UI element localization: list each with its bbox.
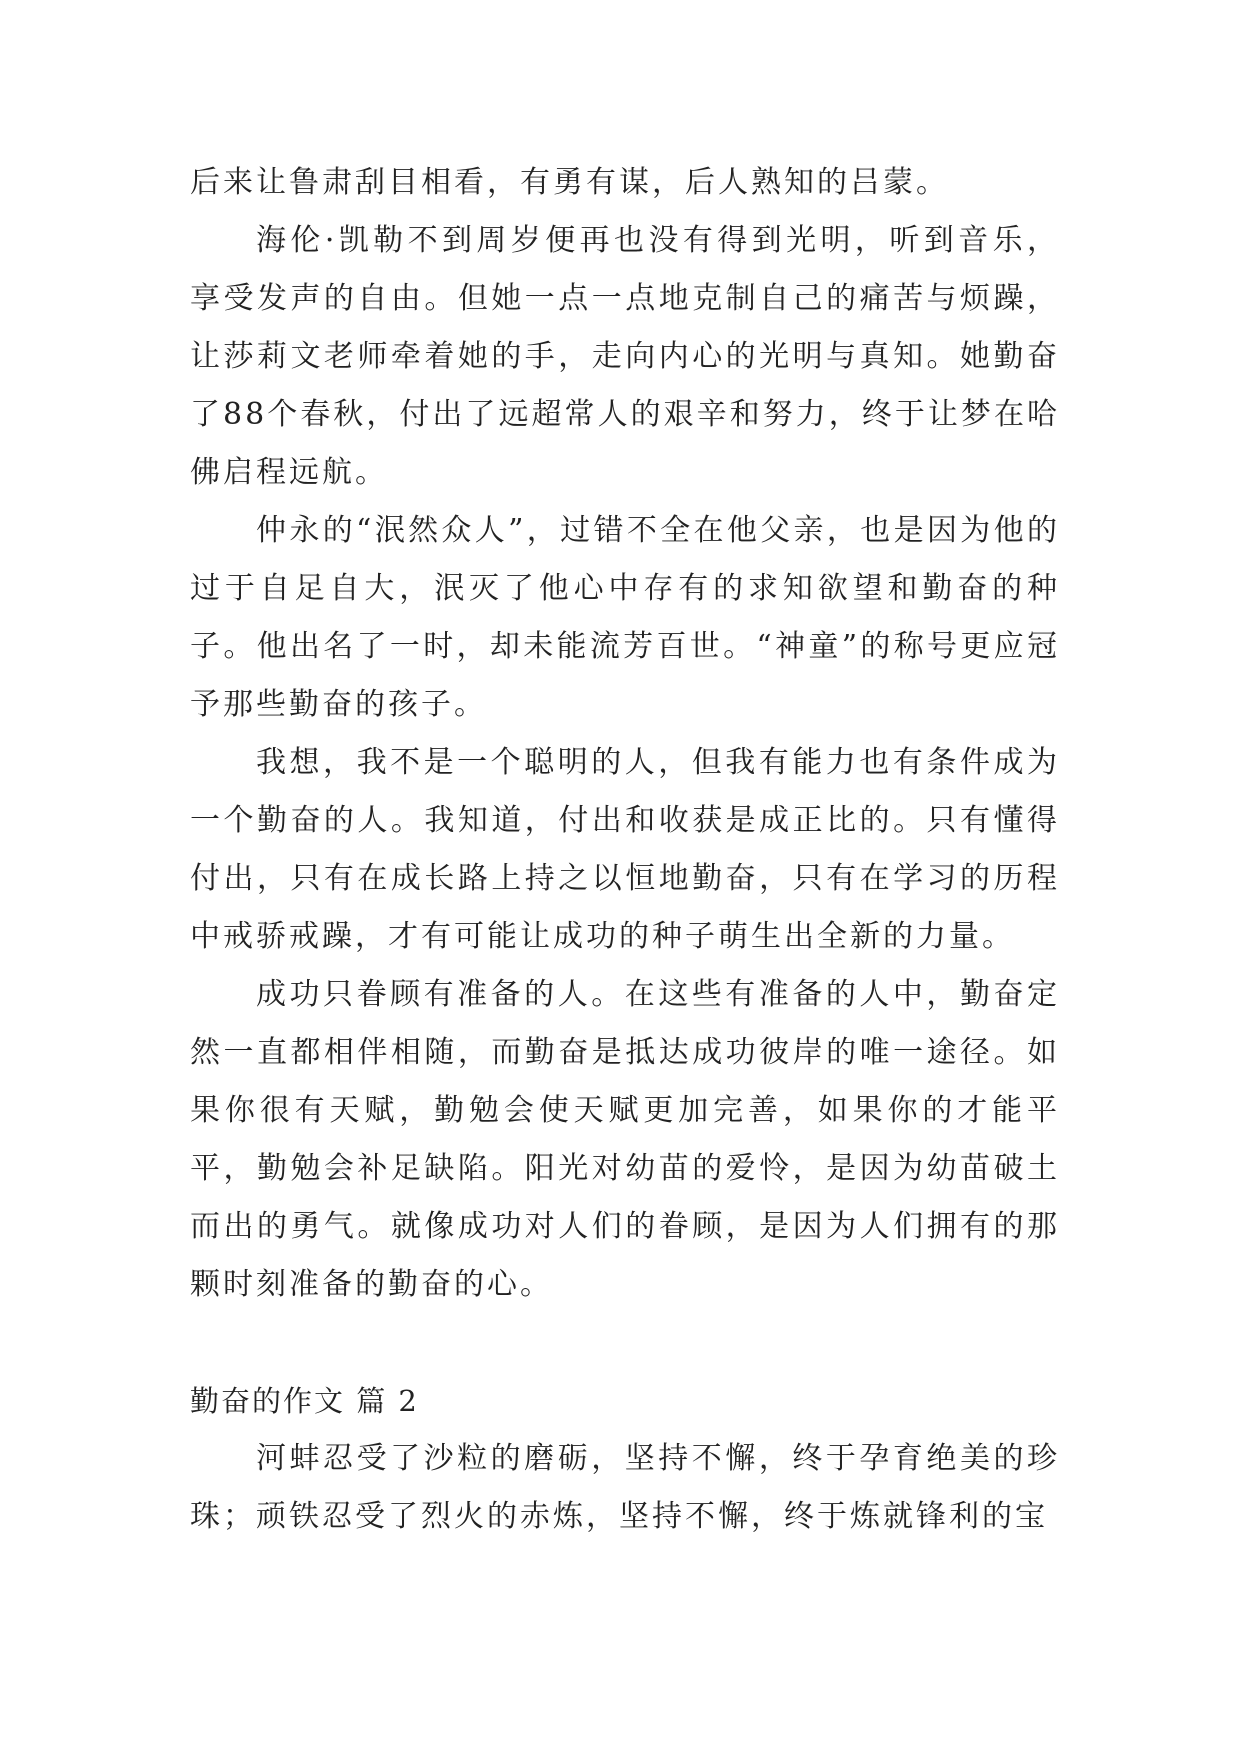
- paragraph-success: 成功只眷顾有准备的人。在这些有准备的人中，勤奋定然一直都相伴相随，而勤奋是抵达成功彼岸的唯一途径。如果你很有天赋，勤勉会使天赋更加完善，如果你的才能平平，勤勉会补足缺陷。阳光对幼苗的爱怜，是因为幼苗破土而出的勇气。就像成功对人们的眷顾，是因为人们拥有的那颗时刻准备的勤奋的心。: [190, 977, 1060, 1302]
- paragraph-clam: 河蚌忍受了沙粒的磨砺，坚持不懈，终于孕育绝美的珍珠；顽铁忍受了烈火的赤炼，坚持不懈，终于炼就锋利的宝: [190, 1441, 1060, 1534]
- section-title: 勤奋的作文 篇 2: [190, 1384, 419, 1418]
- paragraph-i-think: 我想，我不是一个聪明的人，但我有能力也有条件成为一个勤奋的人。我知道，付出和收获是成正比的。只有懂得付出，只有在成长路上持之以恒地勤奋，只有在学习的历程中戒骄戒躁，才有可能让成功的种子萌生出全新的力量。: [190, 745, 1060, 954]
- paragraph-helen-keller: 海伦·凯勒不到周岁便再也没有得到光明，听到音乐，享受发声的自由。但她一点一点地克制自己的痛苦与烦躁，让莎莉文老师牵着她的手，走向内心的光明与真知。她勤奋了88个春秋，付出了远超常人的艰辛和努力，终于让梦在哈佛启程远航。: [190, 223, 1060, 490]
- paragraph-continuation: 后来让鲁肃刮目相看，有勇有谋，后人熟知的吕蒙。: [190, 165, 949, 200]
- document-body: [190, 154, 1060, 1546]
- paragraph-zhong-yong: 仲永的“泯然众人”，过错不全在他父亲，也是因为他的过于自足自大，泯灭了他心中存有的求知欲望和勤奋的种子。他出名了一时，却未能流芳百世。“神童”的称号更应冠予那些勤奋的孩子。: [190, 513, 1060, 722]
